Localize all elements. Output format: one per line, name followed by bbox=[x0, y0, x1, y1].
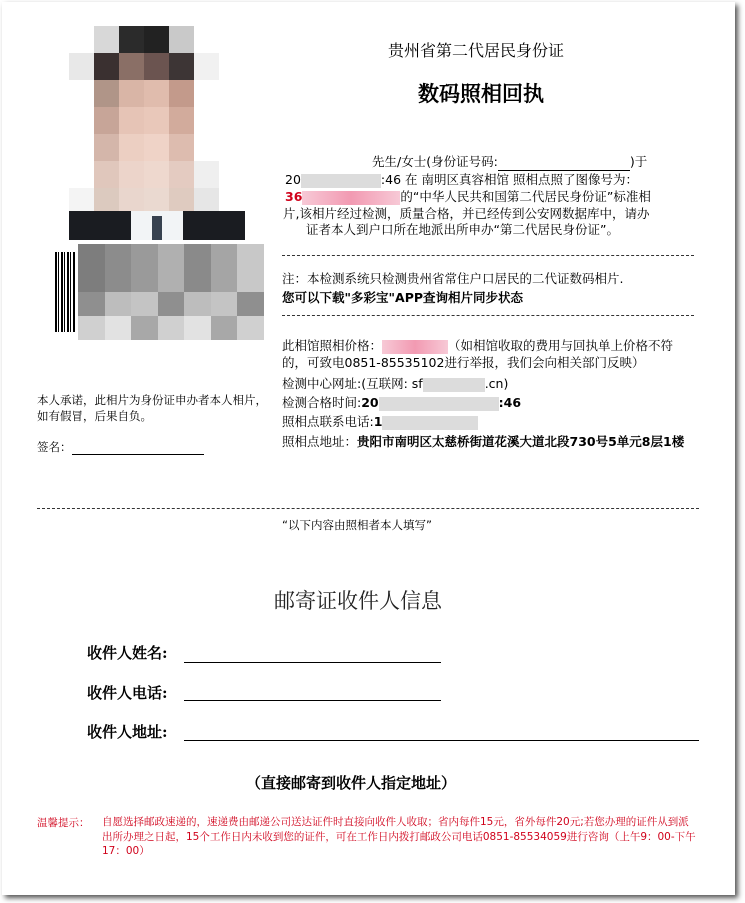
redacted-pixel bbox=[237, 244, 264, 268]
photo-pixel bbox=[194, 26, 219, 53]
redacted-pixel bbox=[184, 292, 211, 316]
redacted-pixel bbox=[105, 292, 132, 316]
redacted-pixel bbox=[184, 316, 211, 340]
photo-pixel bbox=[219, 161, 244, 188]
note-line-1: 注：本检测系统只检测贵州省常住户口居民的二代证数码相片. bbox=[282, 271, 624, 286]
photo-pixel bbox=[169, 80, 194, 107]
divider-dashed-2 bbox=[282, 315, 694, 316]
photo-pixel bbox=[219, 53, 244, 80]
pledge-text: 本人承诺，此相片为身份证申办者本人相片，如有假冒，后果自负。 bbox=[37, 393, 267, 423]
barcode bbox=[55, 252, 75, 332]
tip-text: 自愿选择邮政速递的，速递费由邮递公司送达证件时直接向收件人收取；省内每件15元，省外每件20元;若您办理的证件从到派出所办理之日起，15个工作日内未收到您的证件，可在工作日内拨打邮政公司电话0851-85534059进行咨询（上午9：00-下午17：00） bbox=[102, 816, 696, 857]
note-line-2: 您可以下载"多彩宝"APP查询相片同步状态 bbox=[282, 290, 524, 305]
photo-pixel bbox=[169, 107, 194, 134]
redacted-pixel bbox=[158, 244, 185, 268]
photo-pixel bbox=[69, 161, 94, 188]
redacted-pixel bbox=[131, 244, 158, 268]
center-website: 检测中心网址:(互联网: sf .cn) bbox=[282, 376, 509, 391]
redacted-pixel bbox=[105, 316, 132, 340]
photo-pixel bbox=[119, 80, 144, 107]
pass-time: 检测合格时间:20 :46 bbox=[282, 395, 522, 410]
photo-pixel bbox=[69, 134, 94, 161]
photo-pixel bbox=[194, 107, 219, 134]
recipient-phone-label: 收件人电话: bbox=[87, 684, 168, 702]
recipient-name-label: 收件人姓名: bbox=[87, 644, 168, 662]
redacted-pixel bbox=[211, 268, 238, 292]
photo-pixel bbox=[194, 53, 219, 80]
price-info: 此相馆照相价格： （如相馆收取的费用与回执单上价格不符的，可致电0851-85535102进行举报，我们会向相关部门反映） bbox=[282, 338, 674, 370]
photo-pixel bbox=[94, 53, 119, 80]
redacted-pixel bbox=[211, 292, 238, 316]
signature-blank[interactable] bbox=[72, 440, 204, 455]
redacted-image-number bbox=[302, 191, 400, 205]
redacted-pixel bbox=[237, 292, 264, 316]
photo-pixel bbox=[144, 26, 169, 53]
redacted-pixel bbox=[131, 316, 158, 340]
photo-pixel bbox=[94, 161, 119, 188]
photo-pixel bbox=[69, 26, 94, 53]
document-title: 数码照相回执 bbox=[418, 81, 544, 106]
photo-pixel bbox=[94, 107, 119, 134]
studio-address: 照相点地址：贵阳市南明区太慈桥街道花溪大道北段730号5单元8层1楼 bbox=[282, 434, 685, 449]
direct-mail-note: （直接邮寄到收件人指定地址） bbox=[246, 774, 457, 792]
redacted-pixel bbox=[131, 292, 158, 316]
studio-phone: 照相点联系电话:1 bbox=[282, 413, 478, 430]
receipt-sheet bbox=[2, 2, 735, 895]
photo-pixel bbox=[119, 53, 144, 80]
intro-line-4: 片,该相片经过检测，质量合格，并已经传到公安网数据库中，请办 bbox=[283, 206, 650, 221]
portrait-photo bbox=[69, 26, 245, 240]
redacted-pixel bbox=[78, 316, 105, 340]
divider-dashed-main bbox=[37, 508, 699, 509]
photo-pixel bbox=[69, 107, 94, 134]
intro-line-5: 证者本人到户口所在地派出所申办“第二代居民身份证”。 bbox=[306, 222, 619, 237]
photo-pixel bbox=[194, 161, 219, 188]
divider-dashed-1 bbox=[282, 255, 694, 256]
redacted-pixel bbox=[131, 268, 158, 292]
redacted-pixel bbox=[237, 316, 264, 340]
photo-pixel bbox=[194, 134, 219, 161]
fill-in-note: “以下内容由照相者本人填写” bbox=[282, 518, 432, 532]
photo-pixel bbox=[219, 107, 244, 134]
photo-pixel bbox=[169, 53, 194, 80]
photo-pixel bbox=[169, 134, 194, 161]
intro-line-1: 先生/女士(身份证号码: )于 bbox=[372, 154, 648, 169]
intro-line-2: 20 :46 在 南明区真容相馆 照相点照了图像号为： bbox=[285, 172, 638, 187]
redacted-pixel bbox=[237, 268, 264, 292]
signature-row: 签名： bbox=[37, 439, 204, 455]
redacted-pixel bbox=[184, 268, 211, 292]
tie-shape bbox=[152, 216, 162, 240]
photo-pixel bbox=[94, 80, 119, 107]
photo-pixel bbox=[144, 80, 169, 107]
photo-pixel bbox=[219, 80, 244, 107]
photo-pixel bbox=[119, 107, 144, 134]
photo-pixel bbox=[144, 107, 169, 134]
photo-pixel bbox=[94, 26, 119, 53]
redacted-pass-time bbox=[379, 397, 499, 411]
id-number-blank bbox=[498, 153, 630, 171]
redacted-phone bbox=[382, 416, 478, 430]
redacted-pixel bbox=[158, 268, 185, 292]
redacted-pixel bbox=[158, 292, 185, 316]
photo-pixel bbox=[94, 134, 119, 161]
redacted-pixel bbox=[158, 316, 185, 340]
photo-pixel bbox=[69, 53, 94, 80]
photo-pixel bbox=[69, 80, 94, 107]
province-title: 贵州省第二代居民身份证 bbox=[388, 41, 565, 60]
intro-line-3: 36 的“中华人民共和国第二代居民身份证”标准相 bbox=[285, 189, 651, 204]
redacted-site bbox=[423, 378, 485, 392]
recipient-address-label: 收件人地址: bbox=[87, 723, 168, 741]
photo-pixel bbox=[119, 161, 144, 188]
photo-pixel bbox=[144, 53, 169, 80]
recipient-phone-field[interactable] bbox=[184, 700, 441, 701]
photo-pixel bbox=[119, 26, 144, 53]
redacted-pixel bbox=[211, 244, 238, 268]
photo-pixel bbox=[144, 161, 169, 188]
redacted-pixel bbox=[184, 244, 211, 268]
redacted-pixel bbox=[105, 268, 132, 292]
redacted-pixel bbox=[78, 244, 105, 268]
tip-label: 温馨提示： bbox=[37, 817, 90, 829]
mail-section-title: 邮寄证收件人信息 bbox=[274, 589, 442, 613]
photo-pixel bbox=[219, 26, 244, 53]
photo-pixel bbox=[169, 26, 194, 53]
photo-pixel bbox=[194, 80, 219, 107]
photo-pixel bbox=[169, 161, 194, 188]
recipient-address-field[interactable] bbox=[184, 740, 699, 741]
redacted-pixel bbox=[78, 268, 105, 292]
redacted-pixel bbox=[211, 316, 238, 340]
photo-pixel bbox=[144, 134, 169, 161]
photo-pixel bbox=[219, 134, 244, 161]
redacted-pixel bbox=[105, 244, 132, 268]
redacted-pixel bbox=[78, 292, 105, 316]
recipient-name-field[interactable] bbox=[184, 662, 441, 663]
redacted-block bbox=[78, 244, 264, 340]
redacted-price bbox=[382, 340, 448, 354]
photo-pixel bbox=[119, 134, 144, 161]
redacted-date bbox=[301, 174, 381, 188]
